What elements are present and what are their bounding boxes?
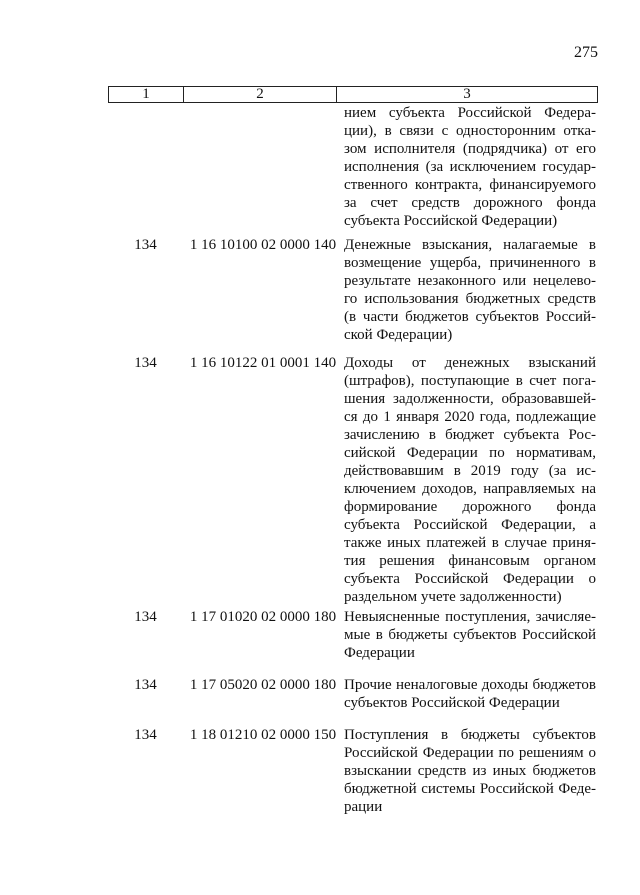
budget-classification-code-cell: 1 17 05020 02 0000 180	[189, 677, 337, 693]
description-line: Поступления в бюджеты субъектов	[344, 727, 596, 743]
description-line: рации	[344, 799, 383, 815]
page-number: 275	[574, 44, 598, 61]
description-cell	[344, 104, 596, 230]
description-line: субъектов Российской Федерации	[344, 695, 560, 711]
description-line: Прочие неналоговые доходы бюджетов	[344, 677, 596, 693]
description-cell	[344, 608, 596, 662]
description-line: субъекта Российской Федерации)	[344, 213, 558, 229]
description-line: бюджетной системы Российской Феде-	[344, 781, 596, 797]
description-line: исполнения (за исключением государ-	[344, 159, 596, 175]
description-line: результате незаконного или нецелево-	[344, 273, 596, 289]
admin-code-cell: 134	[134, 727, 157, 743]
description-line: Федерации	[344, 645, 415, 661]
description-line: (штрафов), поступающие в счет пога-	[344, 373, 596, 389]
description-line: ся до 1 января 2020 года, подлежащие	[344, 409, 596, 425]
description-line: нием субъекта Российской Федера-	[344, 105, 596, 121]
description-line: тия решения финансовым органом	[344, 553, 596, 569]
description-line: Денежные взыскания, налагаемые в	[344, 237, 596, 253]
description-cell	[344, 354, 596, 606]
table-header	[108, 86, 598, 103]
description-line: го использования бюджетных средств	[344, 291, 596, 307]
header-col-3: 3	[463, 86, 471, 102]
description-line: взыскании средств из иных бюджетов	[344, 763, 596, 779]
description-line: ской Федерации)	[344, 327, 453, 343]
admin-code-cell: 134	[134, 609, 157, 625]
description-line: раздельном учете задолженности)	[344, 589, 562, 605]
header-col-2: 2	[184, 87, 337, 102]
description-line: зом исполнителя (подрядчика) от его	[344, 141, 596, 157]
description-line: Невыясненные поступления, зачисляе-	[344, 609, 596, 625]
description-cell	[344, 236, 596, 344]
description-line: формирование дорожного фонда	[344, 499, 596, 515]
admin-code-cell: 134	[134, 355, 157, 371]
description-line: ции), в связи с односторонним отка-	[344, 123, 596, 139]
header-col-1: 1	[109, 87, 184, 102]
description-line: Российской Федерации по решениям о	[344, 745, 596, 761]
description-line: субъекта Российской Федерации, а	[344, 517, 596, 533]
description-line: возмещение ущерба, причиненного в	[344, 255, 596, 271]
description-line: (в части бюджетов субъектов Россий-	[344, 309, 596, 325]
description-line: за счет средств дорожного фонда	[344, 195, 596, 211]
description-line: ственного контракта, финансируемого	[344, 177, 596, 193]
description-line: мые в бюджеты субъектов Российской	[344, 627, 596, 643]
admin-code-cell: 134	[134, 237, 157, 253]
description-line: также иных платежей в случае приня-	[344, 535, 596, 551]
budget-classification-code-cell: 1 17 01020 02 0000 180	[189, 609, 337, 625]
description-line: шения задолженности, образовавшей-	[344, 391, 596, 407]
budget-classification-code-cell: 1 16 10122 01 0001 140	[189, 355, 337, 371]
description-line: Доходы от денежных взысканий	[344, 355, 596, 371]
budget-classification-code-cell: 1 18 01210 02 0000 150	[189, 727, 337, 743]
description-cell	[344, 726, 596, 816]
description-line: ключением доходов, направляемых на	[344, 481, 596, 497]
description-line: субъекта Российской Федерации о	[344, 571, 596, 587]
description-line: зачислению в бюджет субъекта Рос-	[344, 427, 596, 443]
description-line: сийской Федерации по нормативам,	[344, 445, 596, 461]
admin-code-cell: 134	[134, 677, 157, 693]
description-line: действовавшим в 2019 году (за ис-	[344, 463, 596, 479]
description-cell	[344, 676, 596, 712]
budget-classification-code-cell: 1 16 10100 02 0000 140	[189, 237, 337, 253]
